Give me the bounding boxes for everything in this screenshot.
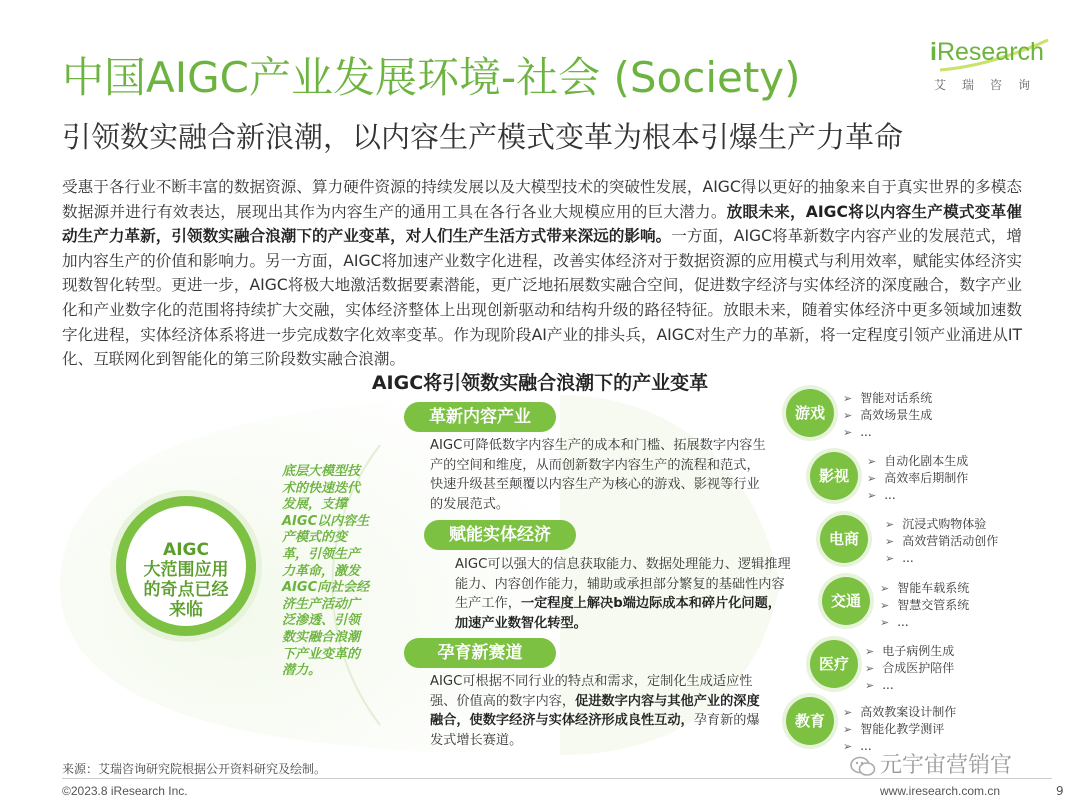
section-text-content-industry: AIGC可降低数字内容生产的成本和门槛、拓展数字内容生产的空间和维度，从而创新数字内容生产的流程和范式，快速升级甚至颠覆以内容生产为核心的游戏、影视等行业的发展范式。 (430, 438, 766, 512)
section-text-real-economy: AIGC可以强大的信息获取能力、数据处理能力、逻辑推理能力、内容创作能力，辅助或承担部分繁复的基础性内容生产工作，一定程度上解决b端边际成本和碎片化问题，加速产业数智化转型。 (455, 557, 791, 631)
industry-games-list (843, 390, 932, 441)
industry-games: 游戏 (786, 389, 834, 437)
intro-paragraph: 受惠于各行业不断丰富的数据资源、算力硬件资源的持续发展以及大模型技术的突破性发展，AIGC得以更好的抽象来自于真实世界的多模态数据源并进行有效表达，展现出其作为内容生产的通用工具在各行各业大规模应用的巨大潜力。放眼未来，AIGC将以内容生产模式变革催动生产力革新，引领数实融合浪潮下的产业变革，对人们生产生活方式带来深远的影响。一方面，AIGC将革新数字内容产业的发展范式，增加内容生产的价值和影响力。另一方面，AIGC将加速产业数字化进程，改善实体经济对于数据资源的应用模式与利用效率，赋能实体经济实现数智化转型。更进一步，AIGC将极大地激活数据要素潜能，更广泛地拓展数实融合空间，促进数字经济与实体经济的深度融合，数字产业化和产业数字化的范围将持续扩大交融，实体经济整体上出现创新驱动和结构升级的路径特征。放眼未来，随着实体经济中更多领域加速数字化进程，实体经济体系将进一步完成数字化效率变革。作为现阶段AI产业的排头兵，AIGC对生产力的革新，将一定程度引领产业涌进从IT化、互联网化到智能化的第三阶段数实融合浪潮。 (62, 178, 1022, 369)
list-item: ➢ ... (843, 425, 872, 439)
source-note: 来源：艾瑞咨询研究院根据公开资料研究及绘制。 (62, 762, 327, 776)
industry-film: 影视 (810, 452, 858, 500)
industry-film-list (867, 453, 968, 504)
logo-subtitle: 艾瑞咨询 (934, 78, 1047, 92)
page-subtitle: 引领数实融合新浪潮，以内容生产模式变革为根本引爆生产力革命 (62, 120, 904, 154)
list-item: ➢ ... (880, 615, 909, 629)
iresearch-logo (930, 38, 1050, 98)
industry-transport: 交通 (822, 577, 870, 625)
watermark: 元宇宙营销官 (850, 748, 1012, 779)
list-item: ➢ 智能对话系统 (843, 391, 933, 405)
section-text-new-track: AIGC可根据不同行业的特点和需求，定制化生成适应性强、价值高的数字内容，促进数字内容与其他产业的深度融合，使数字经济与实体经济形成良性互动，孕育新的爆发式增长赛道。 (430, 674, 760, 748)
diagram-title: AIGC将引领数实融合浪潮下的产业变革 (371, 372, 709, 394)
page-number: 9 (1056, 784, 1064, 798)
copyright: ©2023.8 iResearch Inc. (62, 784, 188, 798)
list-item: ➢ ... (843, 739, 872, 753)
wechat-icon (850, 755, 876, 777)
section-pill-content-industry: 革新内容产业 (404, 402, 556, 432)
industry-education: 教育 (786, 697, 834, 745)
section-pill-real-economy: 赋能实体经济 (424, 520, 576, 550)
section-pill-new-track: 孕育新赛道 (404, 638, 556, 668)
list-item: ➢ ... (867, 488, 896, 502)
logo-word: iResearch (930, 38, 1044, 66)
website-link[interactable]: www.iresearch.com.cn (880, 784, 1001, 798)
list-item: ➢ 高效教案设计制作 (843, 705, 957, 719)
list-item: ➢ 沉浸式购物体验 (885, 517, 987, 531)
list-item: ➢ 高效场景生成 (843, 408, 933, 422)
industry-healthcare: 医疗 (810, 640, 858, 688)
list-item: ➢ 高效率后期制作 (867, 471, 969, 485)
core-label: AIGC 大范围应用 的奇点已经 来临 (143, 540, 229, 620)
page-title: 中国AIGC产业发展环境-社会 (Society) (62, 53, 801, 102)
list-item: ➢ 自动化剧本生成 (867, 454, 969, 468)
list-item: ➢ 智能车载系统 (880, 581, 970, 595)
list-item: ➢ 电子病例生成 (865, 644, 955, 658)
industry-ecommerce-list (885, 516, 998, 567)
list-item: ➢ ... (885, 551, 914, 565)
list-item: ➢ 高效营销活动创作 (885, 534, 999, 548)
list-item: ➢ 合成医护陪伴 (865, 661, 955, 675)
industry-ecommerce: 电商 (820, 515, 868, 563)
list-item: ➢ 智慧交管系统 (880, 598, 970, 612)
list-item: ➢ 智能化教学测评 (843, 722, 945, 736)
core-aigc-ring (116, 496, 256, 636)
industry-healthcare-list (865, 643, 954, 694)
list-item: ➢ ... (865, 678, 894, 692)
side-note: 底层大模型技术的快速迭代发展，支撑AIGC以内容生产模式的变革，引领生产力革命，激发AIGC向社会经济生产活动广泛渗透、引领数实融合浪潮下产业变革的潜力。 (282, 464, 370, 679)
industry-transport-list (880, 580, 969, 631)
